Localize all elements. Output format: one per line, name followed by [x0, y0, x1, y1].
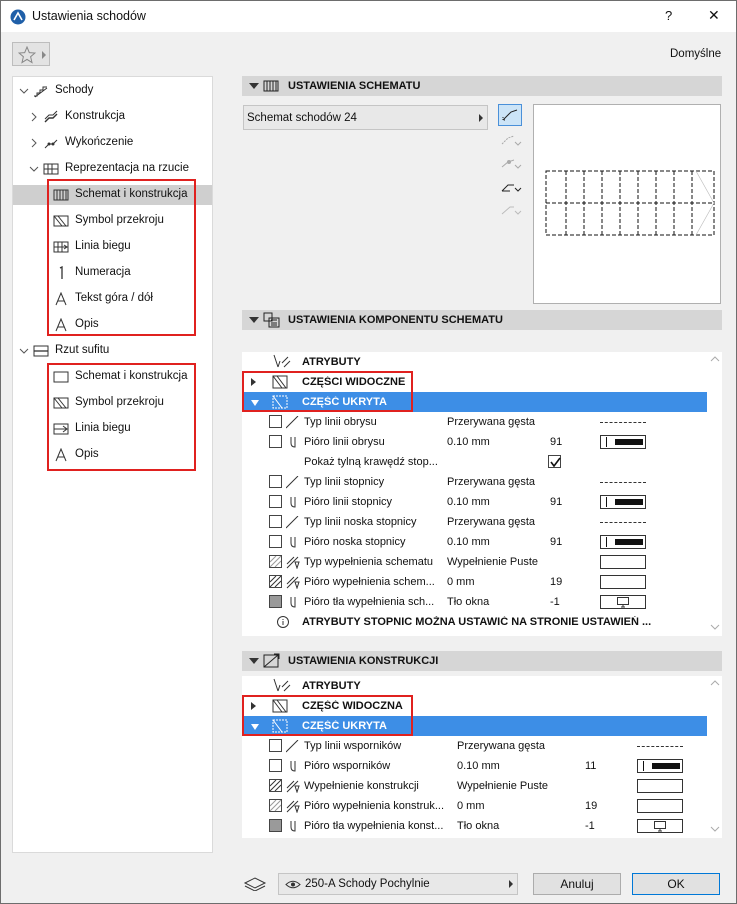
tree-item-label: Opis — [75, 318, 99, 330]
hatch-light-icon — [270, 556, 281, 567]
pen-number[interactable]: 91 — [550, 496, 563, 508]
pen-stroke-sample — [615, 539, 643, 545]
line-type-icon — [286, 416, 300, 429]
swatch-cell — [600, 572, 680, 592]
default-label: Domyślne — [670, 48, 722, 60]
pen-icon — [286, 536, 300, 549]
attributes-section — [242, 676, 672, 696]
attribute-value[interactable]: Wypełnienie Puste — [457, 780, 549, 792]
attributes-label: ATRYBUTY — [302, 680, 361, 692]
pen-icon — [286, 496, 300, 509]
tree-item-label: Symbol przekroju — [75, 396, 164, 408]
monitor-icon — [654, 821, 666, 832]
chevron-right-icon — [478, 114, 484, 122]
scroll-up-icon — [710, 356, 720, 362]
tree-item-label: Reprezentacja na rzucie — [65, 162, 190, 174]
pen-tick — [606, 437, 607, 447]
visible-parts-label: CZĘŚĆ WIDOCZNA — [302, 700, 403, 712]
attribute-value[interactable]: 0 mm — [457, 800, 485, 812]
fill-preview[interactable] — [637, 779, 683, 793]
tree-item-rzut-sufitu[interactable] — [13, 341, 212, 361]
hatch-icon — [270, 780, 281, 791]
info-text: ATRYBUTY STOPNIC MOŻNA USTAWIĆ NA STRONIE USTAWIEŃ ... — [302, 616, 652, 628]
cancel-button[interactable]: Anuluj — [533, 873, 621, 895]
fill-preview[interactable] — [637, 799, 683, 813]
tree-item-label: Schody — [55, 84, 94, 96]
show-back-edge-checkbox[interactable] — [548, 455, 561, 468]
attribute-label: Typ linii noska stopnicy — [304, 516, 417, 528]
schema-settings-title: USTAWIENIA SCHEMATU — [288, 80, 421, 92]
pen-icon — [286, 596, 300, 609]
row-checkbox[interactable] — [269, 575, 282, 588]
close-button[interactable]: ✕ — [708, 7, 720, 23]
pen-number[interactable]: -1 — [550, 596, 560, 608]
archicad-app-icon — [10, 9, 26, 25]
schema-settings-header[interactable] — [242, 76, 722, 96]
structure-icon — [43, 110, 59, 124]
title-bar — [1, 1, 736, 32]
pen-tick — [606, 537, 607, 547]
tree-item-label: Opis — [75, 448, 99, 460]
pen-icon — [286, 436, 300, 449]
attribute-value[interactable]: Przerywana gęsta — [457, 740, 546, 752]
attribute-row[interactable] — [242, 816, 707, 836]
stair-dash-icon[interactable] — [500, 133, 522, 147]
fill-type-icon — [286, 780, 300, 793]
attribute-label: Pióro wypełnienia konstruk... — [304, 800, 445, 812]
swatch-cell — [637, 796, 717, 816]
attribute-label: Pokaż tylną krawędź stop... — [304, 456, 438, 468]
pen-number[interactable]: 91 — [550, 536, 563, 548]
tree-item-label: Symbol przekroju — [75, 214, 164, 226]
hatch-icon — [270, 576, 281, 587]
dash-line-preview — [600, 482, 646, 483]
tree-item-label: Numeracja — [75, 266, 131, 278]
row-checkbox[interactable] — [269, 535, 282, 548]
attributes-icon — [272, 353, 292, 371]
schema-dropdown[interactable] — [243, 105, 488, 130]
chevron-right-icon[interactable] — [29, 112, 39, 122]
attribute-label: Pióro wypełnienia schem... — [304, 576, 435, 588]
window-title: Ustawienia schodów — [32, 9, 146, 23]
construction-settings-title: USTAWIENIA KONSTRUKCJI — [288, 655, 439, 667]
settings-panel — [242, 76, 722, 853]
pen-icon — [286, 820, 300, 833]
attribute-value[interactable]: 0.10 mm — [447, 496, 490, 508]
finish-icon-glyph — [43, 136, 59, 150]
attribute-row[interactable] — [242, 572, 707, 592]
attribute-label: Typ linii stopnicy — [304, 476, 385, 488]
pen-preview[interactable] — [637, 759, 683, 773]
pen-number[interactable]: -1 — [585, 820, 595, 832]
row-checkbox[interactable] — [269, 819, 282, 832]
collapse-arrow-icon — [249, 317, 259, 323]
stairs-icon — [33, 84, 49, 98]
scrollbar[interactable] — [708, 676, 722, 838]
swatch-cell — [600, 472, 680, 492]
pen-number[interactable]: 11 — [585, 760, 597, 772]
dash-line-preview — [600, 522, 646, 523]
stair-node-icon[interactable] — [500, 156, 522, 170]
attribute-label: Typ wypełnienia schematu — [304, 556, 434, 568]
attribute-row[interactable] — [242, 532, 707, 552]
attribute-row[interactable] — [242, 492, 707, 512]
pen-preview[interactable] — [600, 495, 646, 509]
pen-number[interactable]: 91 — [550, 436, 563, 448]
attributes-section — [242, 352, 672, 372]
attribute-value[interactable]: Przerywana gęsta — [447, 476, 536, 488]
chevron-down-icon[interactable] — [19, 346, 29, 356]
expander-glyph-icon — [19, 346, 29, 356]
expander-glyph-icon — [19, 86, 29, 96]
attribute-value[interactable]: Wypełnienie Puste — [447, 556, 539, 568]
dash-line-preview — [637, 746, 683, 747]
component-settings-header[interactable] — [242, 310, 722, 330]
pen-preview[interactable] — [600, 435, 646, 449]
stair-step-icon[interactable] — [500, 179, 522, 193]
attribute-row[interactable] — [242, 452, 707, 472]
attribute-row[interactable] — [242, 796, 707, 816]
row-checkbox[interactable] — [269, 415, 282, 428]
highlight-box — [47, 363, 196, 471]
row-checkbox[interactable] — [269, 759, 282, 772]
structure-icon-glyph — [43, 110, 59, 124]
row-checkbox[interactable] — [269, 595, 282, 608]
attribute-value[interactable]: Tło okna — [457, 820, 500, 832]
chevron-right-icon — [41, 51, 47, 59]
expander-glyph-icon — [29, 112, 39, 122]
tree-item-label: Schemat i konstrukcja — [75, 370, 188, 382]
finish-icon — [43, 136, 59, 150]
stair-plan-preview-image — [534, 105, 722, 305]
attributes-icon — [272, 677, 292, 695]
attribute-value[interactable]: Przerywana gęsta — [447, 516, 536, 528]
construction-settings-header[interactable] — [242, 651, 722, 671]
hidden-part-label: CZĘŚĆ UKRYTA — [302, 396, 387, 408]
fill-preview[interactable] — [600, 575, 646, 589]
tree-item-label: Rzut sufitu — [55, 344, 110, 356]
attribute-value[interactable]: 0.10 mm — [447, 436, 490, 448]
row-checkbox[interactable] — [269, 515, 282, 528]
chevron-down-icon[interactable] — [19, 86, 29, 96]
pen-tick — [643, 761, 644, 771]
swatch-cell — [637, 756, 717, 776]
attribute-label: Typ linii wsporników — [304, 740, 402, 752]
stair-component-icon — [263, 312, 281, 328]
row-checkbox[interactable] — [269, 739, 282, 752]
attribute-row[interactable] — [242, 552, 707, 572]
floor-plan-icon — [43, 162, 59, 176]
attribute-row[interactable] — [242, 412, 707, 432]
attribute-value[interactable]: 0.10 mm — [447, 536, 490, 548]
stair-schema-icon — [263, 79, 279, 93]
pen-number[interactable]: 19 — [550, 576, 563, 588]
attribute-row[interactable] — [242, 592, 707, 612]
expander-glyph-icon — [29, 138, 39, 148]
stair-construction-icon — [263, 653, 281, 669]
pen-icon — [286, 760, 300, 773]
line-type-icon — [286, 476, 300, 489]
tree-item-label: Konstrukcja — [65, 110, 126, 122]
info-row — [242, 612, 672, 632]
swatch-cell — [637, 736, 717, 756]
attribute-label: Pióro linii stopnicy — [304, 496, 393, 508]
pen-number[interactable]: 19 — [585, 800, 598, 812]
layer-dropdown-value: 250-A Schody Pochylnie — [305, 878, 430, 890]
info-icon — [277, 616, 289, 628]
scrollbar[interactable] — [708, 352, 722, 636]
attribute-row[interactable] — [242, 432, 707, 452]
scroll-down-icon — [710, 826, 720, 832]
layer-icon — [242, 875, 268, 891]
attribute-label: Pióro linii obrysu — [304, 436, 385, 448]
attribute-label: Wypełnienie konstrukcji — [304, 780, 419, 792]
expander-glyph-icon — [29, 164, 39, 174]
attributes-label: ATRYBUTY — [302, 356, 361, 368]
pen-tick — [606, 497, 607, 507]
favorites-button[interactable] — [12, 42, 50, 66]
chevron-down-icon[interactable] — [29, 164, 39, 174]
row-checkbox[interactable] — [269, 475, 282, 488]
visible-parts-label: CZĘŚCI WIDOCZNE — [302, 376, 406, 388]
tree-item-label: Linia biegu — [75, 240, 131, 252]
eye-icon — [285, 879, 301, 890]
swatch-cell — [637, 816, 717, 836]
dash-line-preview — [600, 422, 646, 423]
row-checkbox[interactable] — [269, 779, 282, 792]
highlight-box — [242, 695, 413, 736]
highlight-box — [242, 371, 413, 412]
ok-button[interactable]: OK — [632, 873, 720, 895]
swatch-cell — [600, 492, 680, 512]
tree-item-reprezentacja-na-rzucie[interactable] — [13, 159, 212, 179]
swatch-cell — [600, 592, 680, 612]
pen-preview[interactable] — [600, 535, 646, 549]
checkmark-icon — [550, 457, 561, 468]
attribute-row[interactable] — [242, 756, 707, 776]
background-pen-preview[interactable] — [600, 595, 646, 609]
row-checkbox[interactable] — [269, 435, 282, 448]
stairs-icon-glyph — [33, 84, 49, 98]
floor-plan-icon-glyph — [43, 162, 59, 176]
attribute-label: Typ linii obrysu — [304, 416, 377, 428]
attribute-label: Pióro noska stopnicy — [304, 536, 406, 548]
ceiling-plan-icon-glyph — [33, 344, 49, 358]
swatch-cell — [600, 512, 680, 532]
tree-item-wykończenie[interactable] — [13, 133, 212, 153]
hidden-part-label: CZĘŚĆ UKRYTA — [302, 720, 387, 732]
help-button[interactable]: ? — [665, 8, 673, 23]
attribute-value[interactable]: Przerywana gęsta — [447, 416, 536, 428]
scroll-down-icon — [710, 624, 720, 630]
chevron-right-icon[interactable] — [29, 138, 39, 148]
attribute-value[interactable]: 0.10 mm — [457, 760, 500, 772]
swatch-cell — [600, 552, 680, 572]
attribute-label: Pióro tła wypełnienia konst... — [304, 820, 444, 832]
tree-item-konstrukcja[interactable] — [13, 107, 212, 127]
background-pen-preview[interactable] — [637, 819, 683, 833]
tree-item-label: Tekst góra / dół — [75, 292, 153, 304]
chevron-right-icon — [508, 880, 514, 888]
attribute-value[interactable]: Tło okna — [447, 596, 490, 608]
swatch-cell — [637, 776, 717, 796]
component-settings-title: USTAWIENIA KOMPONENTU SCHEMATU — [288, 314, 503, 326]
attribute-row[interactable] — [242, 472, 707, 492]
star-icon — [18, 46, 36, 64]
stair-line-icon — [502, 108, 518, 122]
line-type-icon — [286, 740, 300, 753]
collapse-arrow-icon — [249, 83, 259, 89]
schema-preview — [533, 104, 721, 304]
swatch-cell — [600, 432, 680, 452]
row-checkbox[interactable] — [269, 799, 282, 812]
row-checkbox[interactable] — [269, 495, 282, 508]
attribute-label: Pióro wsporników — [304, 760, 391, 772]
fill-type-icon — [286, 556, 300, 569]
schema-dropdown-value: Schemat schodów 24 — [247, 112, 357, 124]
tree-item-schody[interactable] — [13, 81, 212, 101]
attribute-row[interactable] — [242, 512, 707, 532]
schema-view-1-button[interactable] — [498, 104, 522, 126]
line-type-icon — [286, 516, 300, 529]
monitor-icon — [617, 597, 629, 608]
stair-faint-icon[interactable] — [500, 202, 522, 216]
attribute-row[interactable] — [242, 776, 707, 796]
swatch-cell — [600, 532, 680, 552]
swatch-cell — [600, 412, 680, 432]
layer-dropdown[interactable] — [278, 873, 518, 895]
pen-stroke-sample — [652, 763, 680, 769]
attribute-row[interactable] — [242, 736, 707, 756]
row-checkbox[interactable] — [269, 555, 282, 568]
attribute-value[interactable]: 0 mm — [447, 576, 475, 588]
pen-stroke-sample — [615, 499, 643, 505]
fill-type-icon — [286, 576, 300, 589]
scroll-up-icon — [710, 680, 720, 686]
attribute-label: Pióro tła wypełnienia sch... — [304, 596, 435, 608]
tree-item-label: Wykończenie — [65, 136, 134, 148]
collapse-arrow-icon — [249, 658, 259, 664]
hatch-light-icon — [270, 800, 281, 811]
tree-item-label: Linia biegu — [75, 422, 131, 434]
highlight-box — [47, 179, 196, 336]
ceiling-plan-icon — [33, 344, 49, 358]
fill-type-icon — [286, 800, 300, 813]
pen-stroke-sample — [615, 439, 643, 445]
fill-preview[interactable] — [600, 555, 646, 569]
swatch-cell — [600, 452, 680, 472]
tree-item-label: Schemat i konstrukcja — [75, 188, 188, 200]
